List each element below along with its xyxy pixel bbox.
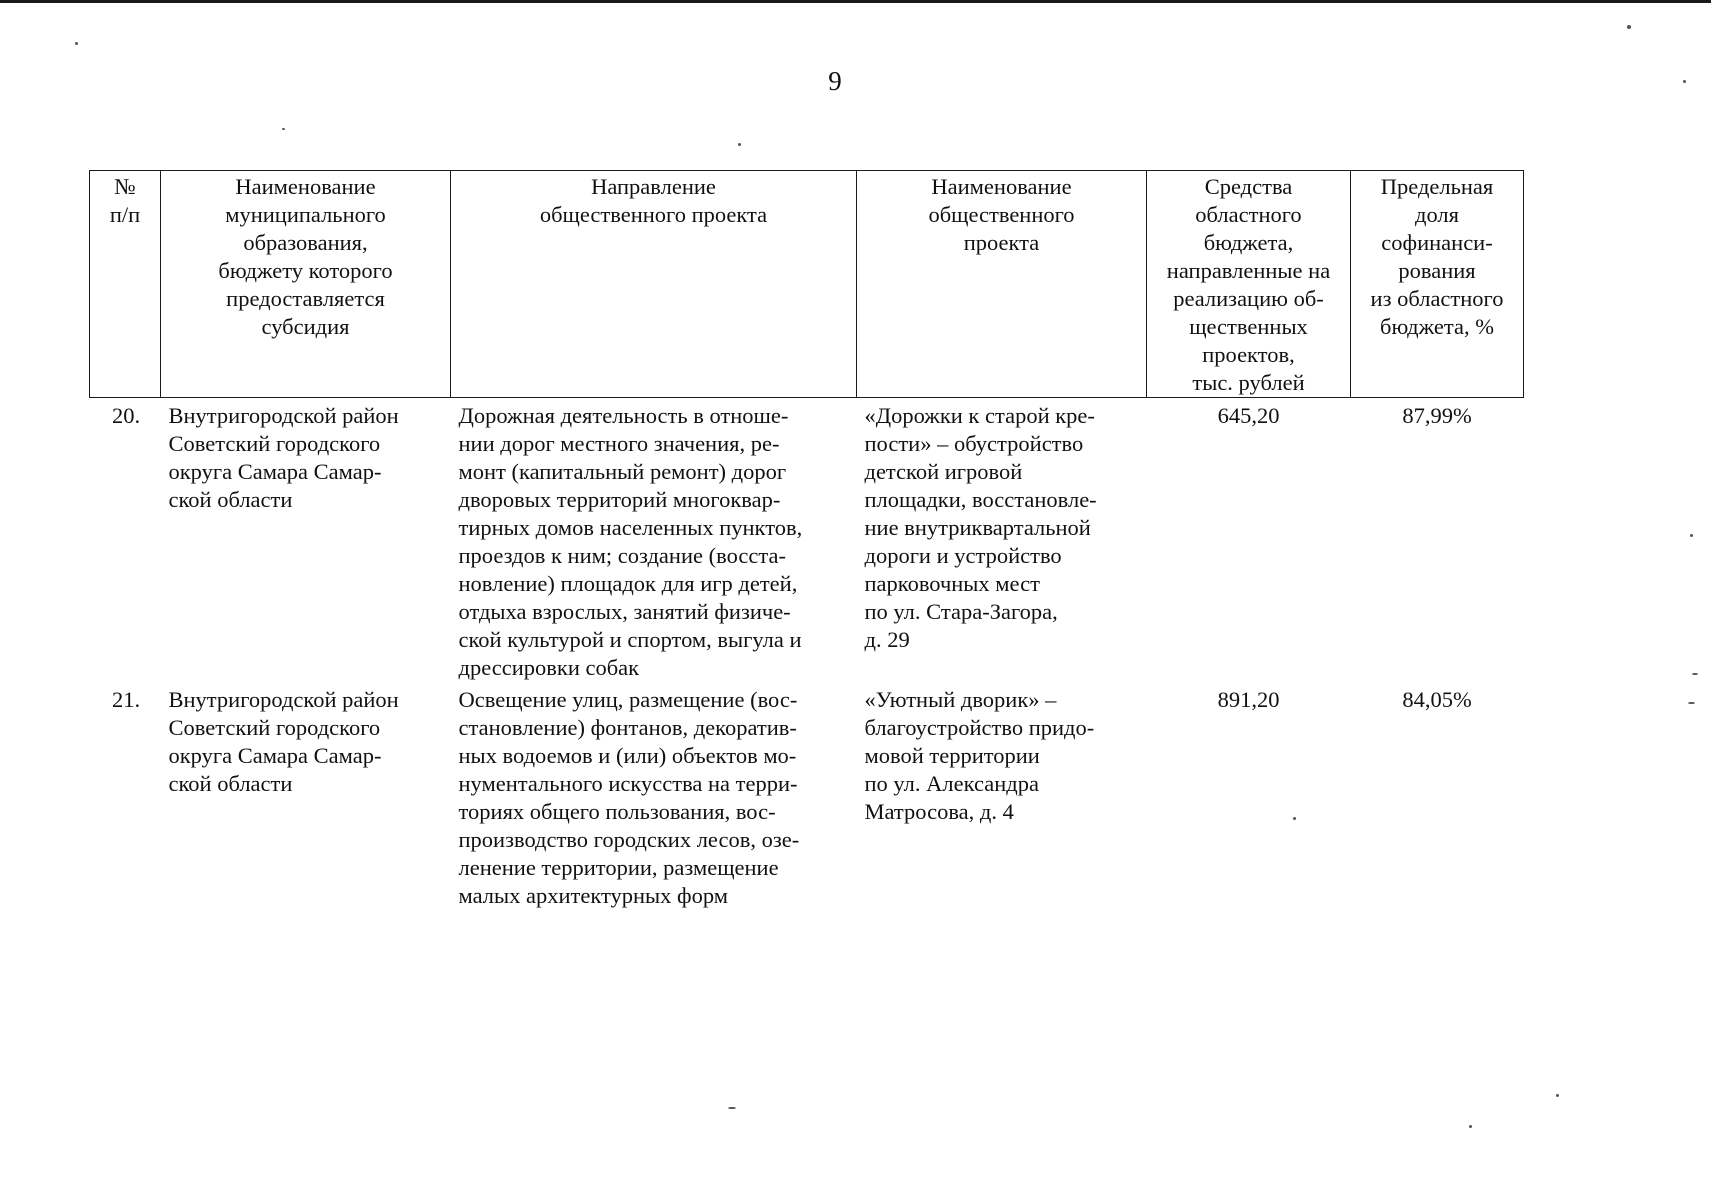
- scan-speck: [282, 128, 285, 130]
- row-direction: Дорожная деятельность в отноше- нии дорог местного значения, ре- монт (капитальный ремонт) дорог дворовых территорий многоквар- тирных домов населенных пунктов, проездов к ним; создание (восста- новление) площадок для игр детей, отдыха взрослых, занятий физиче- ской культурой и спортом, выгула и дрессировки собак: [458, 403, 803, 680]
- subsidy-table: [89, 170, 1524, 910]
- scan-speck: [738, 143, 741, 146]
- table-row: [90, 398, 1524, 683]
- scan-speck: [1692, 673, 1698, 675]
- scan-speck: [1627, 25, 1631, 29]
- row-share: 84,05%: [1402, 687, 1472, 712]
- scan-speck: [1469, 1125, 1472, 1128]
- scan-speck: [1556, 1094, 1559, 1097]
- scan-speck: [728, 1107, 736, 1109]
- header-funds: Средства областного бюджета, направленные на реализацию об- щественных проектов, тыс. рублей: [1147, 171, 1351, 398]
- row-share: 87,99%: [1402, 403, 1472, 428]
- page-number: 9: [828, 66, 842, 96]
- header-direction: Направление общественного проекта: [451, 171, 857, 398]
- row-direction: Освещение улиц, размещение (вос- становление) фонтанов, декоратив- ных водоемов и (или) объектов мо- нументального искусства на терри- ториях общего пользования, вос- производство городских лесов, озе- ленение территории, размещение малых архитектурных форм: [458, 687, 800, 908]
- table-header-row: [90, 171, 1524, 398]
- top-scan-edge: [0, 0, 1711, 3]
- scan-speck: [1690, 534, 1693, 537]
- row-number: 20.: [111, 403, 141, 428]
- row-municipality: Внутригородской район Советский городского округа Самара Самар- ской области: [168, 687, 399, 796]
- row-funds: 645,20: [1217, 403, 1280, 428]
- header-share: Предельная доля софинанси- рования из областного бюджета, %: [1351, 171, 1524, 398]
- row-number: 21.: [111, 687, 141, 712]
- table-row: [90, 682, 1524, 910]
- header-municipality: Наименование муниципального образования, бюджету которого предоставляется субсидия: [161, 171, 451, 398]
- header-project: Наименование общественного проекта: [857, 171, 1147, 398]
- scan-speck: [1293, 817, 1296, 820]
- scan-speck: [1683, 80, 1686, 83]
- scan-speck: [75, 42, 78, 45]
- row-funds: 891,20: [1217, 687, 1280, 712]
- row-project: «Дорожки к старой кре- пости» – обустройство детской игровой площадки, восстановле- ние внутриквартальной дороги и устройство парковочных мест по ул. Стара-Загора, д. 29: [864, 403, 1097, 652]
- row-municipality: Внутригородской район Советский городского округа Самара Самар- ской области: [168, 403, 399, 512]
- header-num: № п/п: [90, 171, 161, 398]
- scan-speck: [1688, 702, 1695, 704]
- row-project: «Уютный дворик» – благоустройство придо- мовой территории по ул. Александра Матросова, д. 4: [864, 687, 1095, 824]
